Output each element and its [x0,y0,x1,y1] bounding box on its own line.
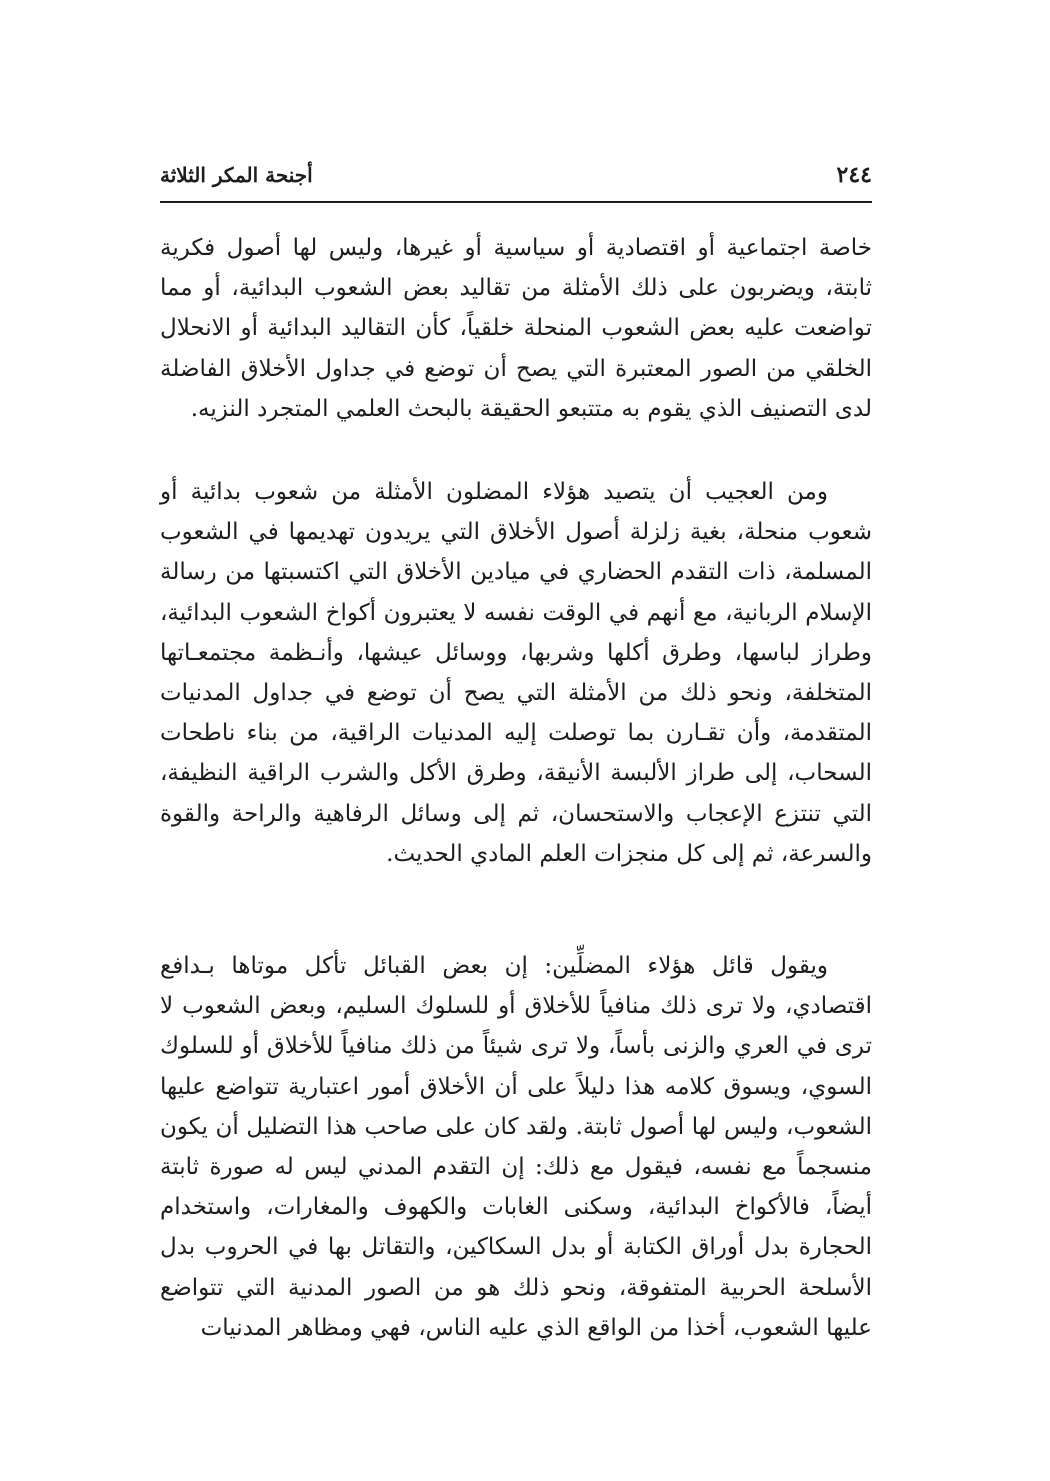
paragraph-3: ويقول قائل هؤلاء المضلِّين: إن بعض القبائل تأكل موتاها بـدافع اقتصادي، ولا ترى ذلك منافياً للأخلاق أو للسلوك السليم، وبعض الشعوب لا ترى في العري والزنى بأساً، ولا ترى شيئاً من ذلك منافياً للأخلاق أو للسلوك السوي، ويسوق كلامه هذا دليلاً على أن الأخلاق أمور اعتبارية تتواضع عليها الشعوب، وليس لها أصول ثابتة. ولقد كان على صاحب هذا التضليل أن يكون منسجماً مع نفسه، فيقول مع ذلك: إن التقدم المدني ليس له صورة ثابتة أيضاً، فالأكواخ البدائية، وسكنى الغابات والكهوف والمغارات، واستخدام الحجارة بدل أوراق الكتابة أو بدل السكاكين، والتقاتل بها في الحروب بدل الأسلحة الحربية المتفوقة، ونحو ذلك هو من الصور المدنية التي تتواضع عليها الشعوب، أخذا من الواقع الذي عليه الناس، فهي ومظاهر المدنيات [160,953,872,1341]
page-number: ٢٤٤ [836,162,872,188]
header-divider [160,201,872,203]
paragraph-2: ومن العجيب أن يتصيد هؤلاء المضلون الأمثلة من شعوب بدائية أو شعوب منحلة، بغية زلزلة أصول الأخلاق التي يريدون تهديمها في الشعوب المسلمة، ذات التقدم الحضاري في ميادين الأخلاق التي اكتسبتها من رسالة الإسلام الربانية، مع أنهم في الوقت نفسه لا يعتبرون أكواخ الشعوب البدائية، وطراز لباسها، وطرق أكلها وشربها، ووسائل عيشها، وأنـظمة مجتمعـاتها المتخلفة، ونحو ذلك من الأمثلة التي يصح أن توضع في جداول المدنيات المتقدمة، وأن تقـارن بما توصلت إليه المدنيات الراقية، من بناء ناطحات السحاب، إلى طراز الألبسة الأنيقة، وطرق الأكل والشرب الراقية النظيفة، التي تنتزع الإعجاب والاستحسان، ثم إلى وسائل الرفاهية والراحة والقوة والسرعة، ثم إلى كل منجزات العلم المادي الحديث. [160,479,872,867]
page-body [160,228,872,1348]
paragraph-1: خاصة اجتماعية أو اقتصادية أو سياسية أو غيرها، وليس لها أصول فكرية ثابتة، ويضربون على ذلك الأمثلة من تقاليد بعض الشعوب البدائية، أو مما تواضعت عليه بعض الشعوب المنحلة خلقياً، كأن التقاليد البدائية أو الانحلال الخلقي من الصور المعتبرة التي يصح أن توضع في جداول الأخلاق الفاضلة لدى التصنيف الذي يقوم به متتبعو الحقيقة بالبحث العلمي المتجرد النزيه. [160,235,872,422]
page-header [160,158,872,192]
running-title: أجنحة المكر الثلاثة [160,163,313,187]
